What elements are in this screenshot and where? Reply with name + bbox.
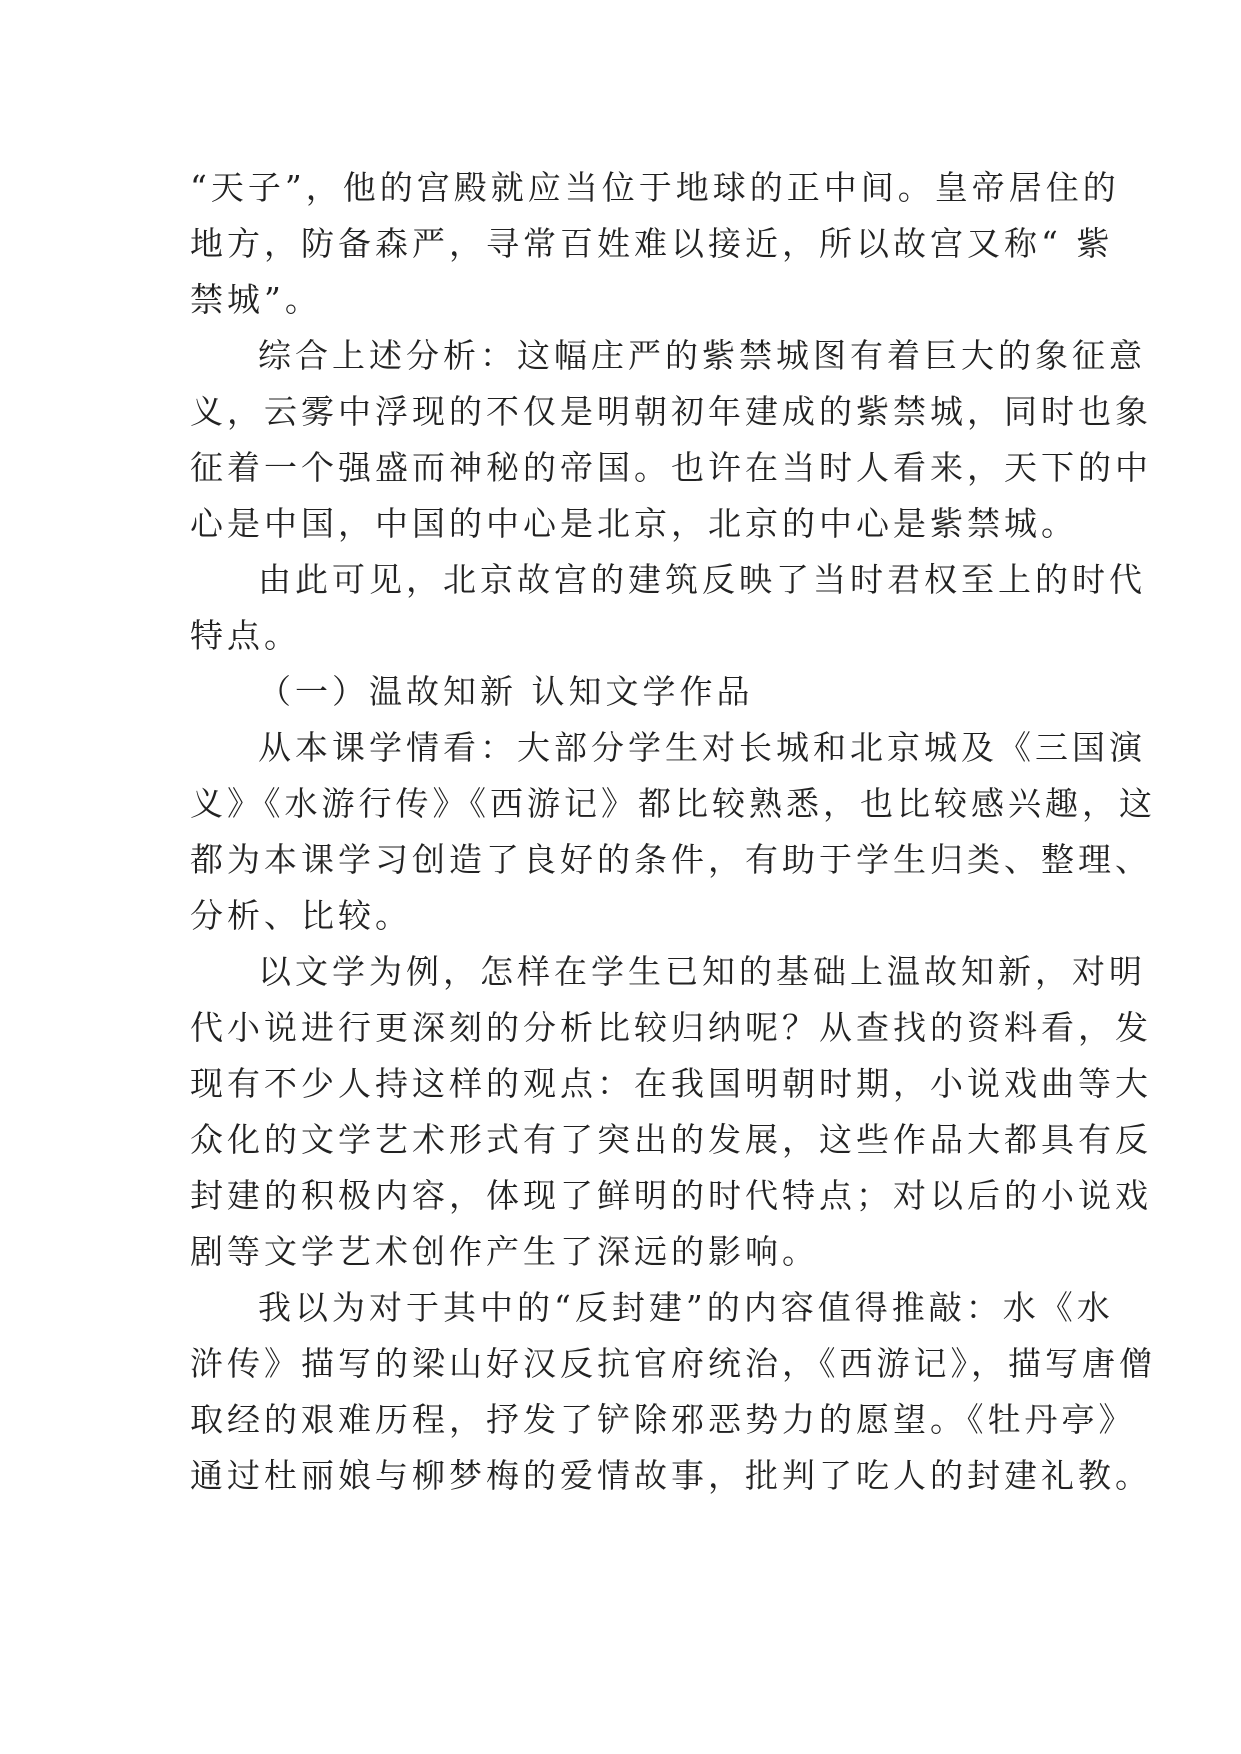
- paragraph-line: 心是中国，中国的中心是北京，北京的中心是紫禁城。: [190, 504, 1078, 543]
- paragraph-line: 通过杜丽娘与柳梦梅的爱情故事，批判了吃人的封建礼教。: [190, 1456, 1152, 1495]
- paragraph-line: 众化的文学艺术形式有了突出的发展，这些作品大都具有反: [190, 1120, 1152, 1159]
- paragraph-line: 禁城”。: [190, 280, 322, 319]
- section-heading: （一）温故知新 认知文学作品: [258, 672, 754, 711]
- paragraph-line: 综合上述分析：这幅庄严的紫禁城图有着巨大的象征意: [258, 336, 1146, 375]
- paragraph-line: 都为本课学习创造了良好的条件，有助于学生归类、整理、: [190, 840, 1152, 879]
- paragraph-line: 义》《水游行传》《西游记》都比较熟悉，也比较感兴趣，这: [190, 784, 1156, 823]
- paragraph-line: 由此可见，北京故宫的建筑反映了当时君权至上的时代: [258, 560, 1146, 599]
- paragraph-line: 特点。: [190, 616, 301, 655]
- paragraph-line: 我以为对于其中的“反封建”的内容值得推敲：水《水: [258, 1288, 1114, 1327]
- paragraph-line: 代小说进行更深刻的分析比较归纳呢？从查找的资料看，发: [190, 1008, 1152, 1047]
- paragraph-line: 从本课学情看：大部分学生对长城和北京城及《三国演: [258, 728, 1146, 767]
- paragraph-line: 以文学为例，怎样在学生已知的基础上温故知新，对明: [258, 952, 1146, 991]
- paragraph-line: 现有不少人持这样的观点：在我国明朝时期，小说戏曲等大: [190, 1064, 1152, 1103]
- paragraph-line: 浒传》描写的梁山好汉反抗官府统治，《西游记》，描写唐僧: [190, 1344, 1156, 1383]
- document-body: [190, 160, 1156, 1504]
- paragraph-line: 义，云雾中浮现的不仅是明朝初年建成的紫禁城，同时也象: [190, 392, 1152, 431]
- paragraph-line: 剧等文学艺术创作产生了深远的影响。: [190, 1232, 819, 1271]
- paragraph-line: 取经的艰难历程，抒发了铲除邪恶势力的愿望。《牡丹亭》: [190, 1400, 1136, 1439]
- paragraph-line: 征着一个强盛而神秘的帝国。也许在当时人看来，天下的中: [190, 448, 1152, 487]
- paragraph-line: 封建的积极内容，体现了鲜明的时代特点；对以后的小说戏: [190, 1176, 1152, 1215]
- paragraph-line: 分析、比较。: [190, 896, 412, 935]
- paragraph-line: 地方，防备森严，寻常百姓难以接近，所以故宫又称“ 紫: [190, 224, 1114, 263]
- paragraph-line: “天子”，他的宫殿就应当位于地球的正中间。皇帝居住的: [190, 168, 1120, 207]
